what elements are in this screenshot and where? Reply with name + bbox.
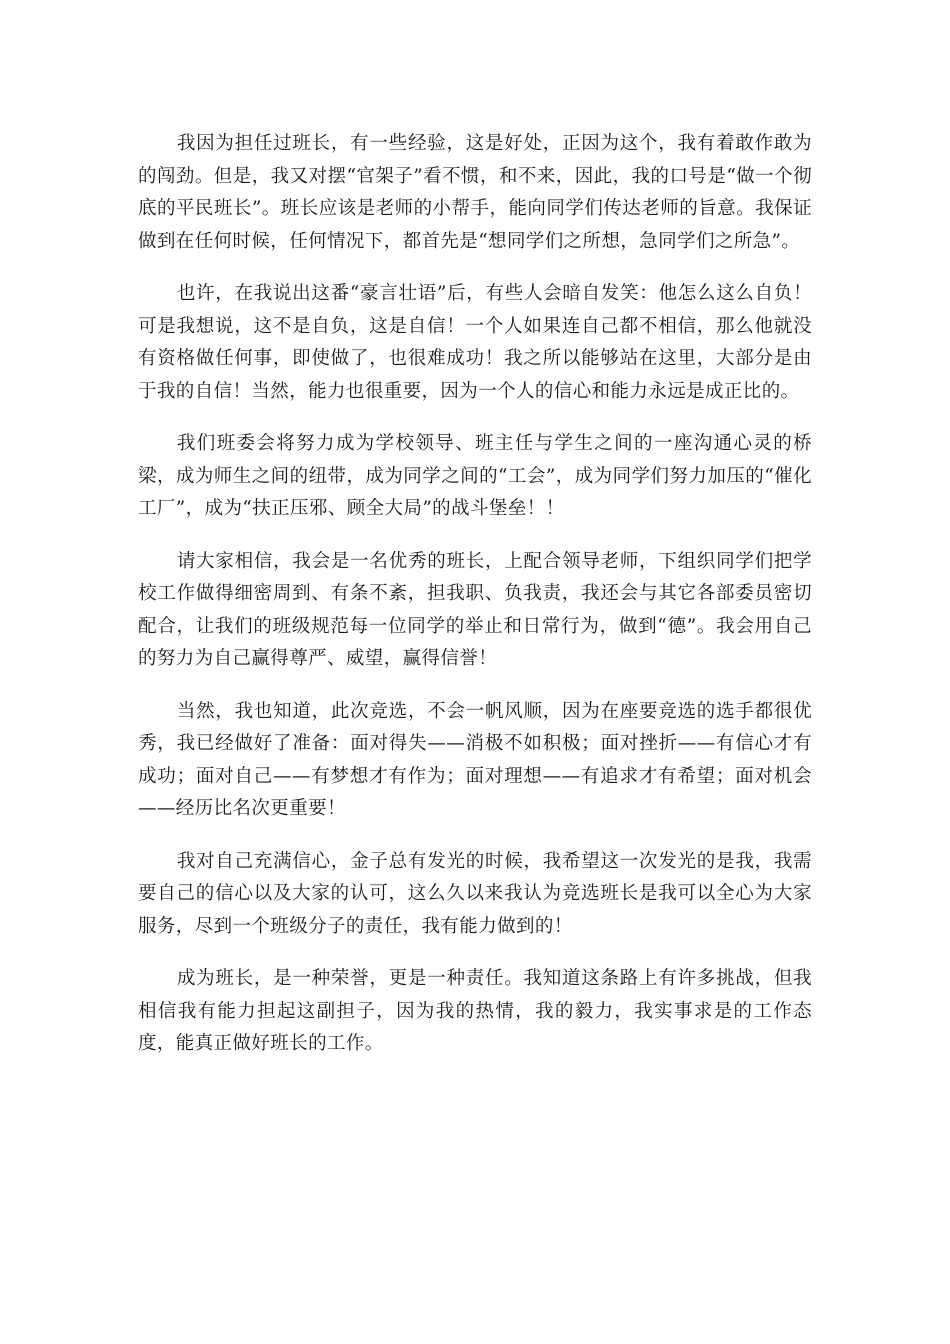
paragraph-2: 也许，在我说出这番“豪言壮语”后，有些人会暗自发笑：他怎么这么自负！可是我想说，这不是自负，这是自信！一个人如果连自己都不相信，那么他就没有资格做任何事，即使做了，也很难成功！我之所以能够站在这里，大部分是由于我的自信！当然，能力也很重要，因为一个人的信心和能力永远是成正比的。 [138,283,812,402]
paragraph-6: 我对自己充满信心，金子总有发光的时候，我希望这一次发光的是我，我需要自己的信心以及大家的认可，这么久以来我认为竞选班长是我可以全心为大家服务，尽到一个班级分子的责任，我有能力做到的！ [138,850,812,937]
document-body [138,128,812,1081]
paragraph-5: 当然，我也知道，此次竞选，不会一帆风顺，因为在座要竞选的选手都很优秀，我已经做好了准备：面对得失——消极不如积极；面对挫折——有信心才有成功；面对自己——有梦想才有作为；面对理想——有追求才有希望；面对机会——经历比名次更重要！ [138,700,812,819]
paragraph-7: 成为班长，是一种荣誉，更是一种责任。我知道这条路上有许多挑战，但我相信我有能力担起这副担子，因为我的热情，我的毅力，我实事求是的工作态度，能真正做好班长的工作。 [138,968,812,1054]
paragraph-3: 我们班委会将努力成为学校领导、班主任与学生之间的一座沟通心灵的桥梁，成为师生之间的纽带，成为同学之间的“工会”，成为同学们努力加压的“催化工厂”，成为“扶正压邪、顾全大局”的战斗堡垒！！ [138,433,812,519]
paragraph-1: 我因为担任过班长，有一些经验，这是好处，正因为这个，我有着敢作敢为的闯劲。但是，我又对摆“官架子”看不惯，和不来，因此，我的口号是“做一个彻底的平民班长”。班长应该是老师的小帮手，能向同学们传达老师的旨意。我保证做到在任何时候，任何情况下，都首先是“想同学们之所想，急同学们之所急”。 [138,133,812,252]
paragraph-4: 请大家相信，我会是一名优秀的班长，上配合领导老师，下组织同学们把学校工作做得细密周到、有条不紊，担我职、负我责，我还会与其它各部委员密切配合，让我们的班级规范每一位同学的举止和日常行为，做到“德”。我会用自己的努力为自己赢得尊严、威望，赢得信誉！ [138,550,812,669]
